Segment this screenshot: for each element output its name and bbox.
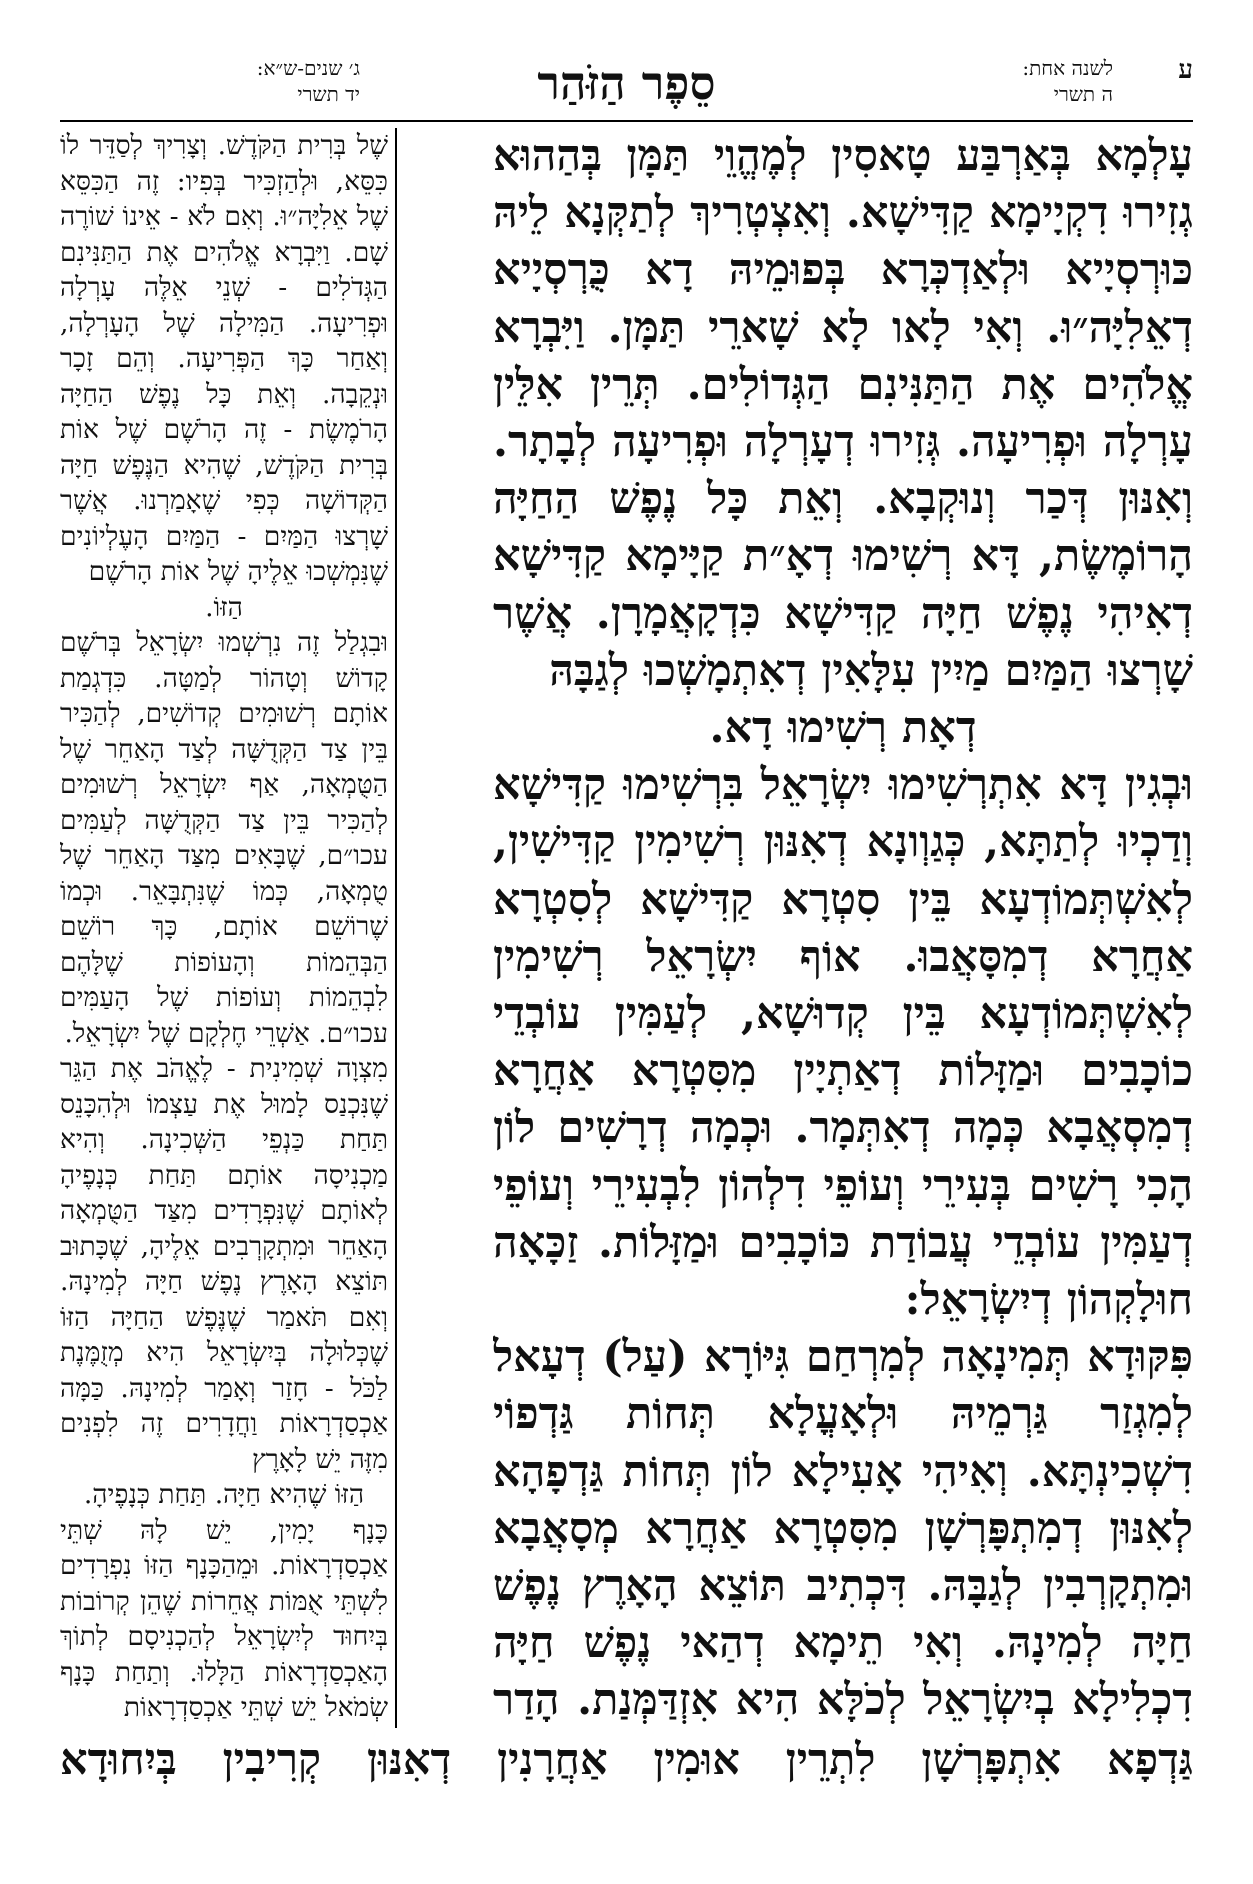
- hebrew-paragraph: וּבִגְלַל זֶה נִרְשְׁמוּ יִשְׂרָאֵל בְּרֹשֶׁם קָדוֹשׁ וְטָהוֹר לְמַטָּה. כִּדְגְמַת אוֹתָם רְשׁוּמִים קְדוֹשִׁים, לְהַכִּיר בֵּין צַד הַקְּדֻשָּׁה לְצַד הָאַחֵר שֶׁל הַטֻּמְאָה, אַף יִשְׂרָאֵל רְשׁוּמִים לְהַכִּיר בֵּין צַד הַקְּדֻשָּׁה לְעַמִּים עכו״ם, שֶׁבָּאִים מִצַּד הָאַחֵר שֶׁל טֻמְאָה, כְּמוֹ שֶׁנִּתְבָּאֵר. וּכְמוֹ שֶׁרוֹשֵׁם אוֹתָם, כָּךְ רוֹשֵׁם הַבְּהֵמוֹת וְהָעוֹפוֹת שֶׁלָּהֶם לִבְהֵמוֹת וְעוֹפוֹת שֶׁל הָעַמִּים עכו״ם. אַשְׁרֵי חֶלְקָם שֶׁל יִשְׂרָאֵל.: [60, 627, 388, 1049]
- header-left-label: ג׳ שנים-ש״א:: [256, 56, 360, 80]
- aramaic-paragraph: פִּקּוּדָא תְּמִינָאָה לְמִרְחַם גִּיּוֹרָא (עַל) דְעָאל לְמִגְזַר גַּרְמֵיהּ וּלְאָעֳלָא תְּחוֹת גַּדְפוֹי דִשְׁכִינְתָּא. וְאִיהִי אָעִילָא לוֹן תְּחוֹת גַּדְפָהָא לְאִנּוּן דְמִתְפָּרְשָׁן מִסִּטְרָא אַחֲרָא מְסָאֲבָא וּמִתְקָרְבִין לְגַבָּהּ. דִּכְתִיב תּוֹצֵא הָאָרֶץ נֶפֶשׁ חַיָּה לְמִינָהּ. וְאִי תֵימָא דְהַאי נֶפֶשׁ חַיָּה דִכְלִילָא בְיִשְׂרָאֵל לְכֹלָּא הִיא אִזְדַּמְּנַת. הָדַר: [493, 1332, 1193, 1726]
- page-title: סֵפֶר הַזֹּהַר: [537, 56, 716, 110]
- hebrew-paragraph-end: הַזּוֹ שֶׁהִיא חַיָּה. תַּחַת כְּנָפֶיהָ.: [83, 1479, 365, 1510]
- aramaic-column: [493, 128, 1193, 1728]
- aramaic-paragraph-end: דְאָת רְשִׁימוּ דָא.: [709, 703, 977, 754]
- column-divider: [395, 128, 397, 1728]
- page-number: ע: [1178, 55, 1193, 85]
- header-rule: [60, 120, 1193, 122]
- page-header: [60, 55, 1193, 115]
- bottom-line: גַּדְפָא אִתְפָּרְשָׁן לִתְרֵין אוּמִין אַחֲרָנִין דְאִנּוּן קְרִיבִין בְּיִחוּדָא: [60, 1735, 1193, 1785]
- hebrew-paragraph-end: הַזּוֹ.: [205, 591, 243, 623]
- hebrew-paragraph: שֶׁל בְּרִית הַקֹּדֶשׁ. וְצָרִיךְ לְסַדֵּר לוֹ כִּסֵּא, וּלְהַזְכִּיר בְּפִיו: זֶה הַכִּסֵּא שֶׁל אֵלִיָּה״וּ. וְאִם לֹא - אֵינוֹ שׁוֹרֶה שָׁם. וַיִּבְרָא אֱלֹהִים אֶת הַתַּנִּינִם הַגְּדֹלִים - שְׁנֵי אֵלֶּה עָרְלָה וּפְרִיעָה. הַמִּילָה שֶׁל הָעָרְלָה, וְאַחַר כָּךְ הַפְּרִיעָה. וְהֵם זָכָר וּנְקֵבָה. וְאֵת כָּל נֶפֶשׁ הַחַיָּה הָרֹמֶשֶׂת - זֶה הָרֹשֶׁם שֶׁל אוֹת בְּרִית הַקֹּדֶשׁ, שֶׁהִיא הַנֶּפֶשׁ חַיָּה הַקְּדוֹשָׁה כְּפִי שֶׁאָמַרְנוּ. אֲשֶׁר שָׁרְצוּ הַמַּיִם - הַמַּיִם הָעֶלְיוֹנִים שֶׁנִּמְשְׁכוּ אֵלֶיהָ שֶׁל אוֹת הָרֹשֶׁם: [60, 130, 388, 587]
- hebrew-paragraph: כָּנָף יָמִין, יֵשׁ לָהּ שְׁתֵּי אַכְסַדְרָאוֹת. וּמֵהַכָּנָף הַזּוֹ נִפְרָדִים לִשְׁתֵּי אֻמּוֹת אֲחֵרוֹת שֶׁהֵן קְרוֹבוֹת בְּיִחוּד לְיִשְׂרָאֵל לְהַכְנִיסָם לְתוֹךְ הָאַכְסַדְרָאוֹת הַלָּלוּ. וְתַחַת כָּנָף שְׂמֹאל יֵשׁ שְׁתֵּי אַכְסַדְרָאוֹת: [60, 1514, 388, 1723]
- hebrew-paragraph: מִצְוָה שְׁמִינִית - לֶאֱהֹב אֶת הַגֵּר שֶׁנִּכְנַס לָמוּל אֶת עַצְמוֹ וּלְהִכָּנֵס תַּחַת כַּנְפֵי הַשְּׁכִינָה. וְהִיא מַכְנִיסָה אוֹתָם תַּחַת כְּנָפֶיהָ לְאוֹתָם שֶׁנִּפְרָדִים מִצַּד הַטֻּמְאָה הָאַחֵר וּמִתְקָרְבִים אֵלֶיהָ, שֶׁכָּתוּב תּוֹצֵא הָאָרֶץ נֶפֶשׁ חַיָּה לְמִינָהּ. וְאִם תֹּאמַר שֶׁנֶּפֶשׁ הַחַיָּה הַזּוֹ שֶׁכְּלוּלָה בְּיִשְׂרָאֵל הִיא מְזֻמֶּנֶת לַכֹּל - חָזַר וְאָמַר לְמִינָהּ. כַּמָּה אַכְסַדְרָאוֹת וַחֲדָרִים זֶה לִפְנִים מִזֶּה יֵשׁ לָאָרֶץ: [60, 1053, 388, 1475]
- header-left: [60, 55, 360, 107]
- header-right-date: ה תשרי: [1053, 82, 1113, 106]
- aramaic-paragraph: וּבְגִין דָּא אִתְרְשִׁימוּ יִשְׂרָאֵל בִּרְשִׁימוּ קַדִּישָׁא וְדַכְיוּ לְתַתָּא, כְּגַוְונָא דְאִנּוּן רְשִׁימִין קַדִּישִׁין, לְאִשְׁתְּמוֹדְעָא בֵּין סִטְרָא קַדִּישָׁא לְסִטְרָא אַחֲרָא דְמִסָּאֲבוּ. אוֹף יִשְׂרָאֵל רְשִׁימִין לְאִשְׁתְּמוֹדְעָא בֵּין קְדוּשָׁא, לְעַמִּין עוֹבְדֵי כוֹכָבִים וּמַזָּלוֹת דְאַתְיָין מִסִּטְרָא אַחֲרָא דְמִסְאֲבָא כְּמָה דְאִתְּמָר. וּכְמָה דְרָשִׁים לוֹן הָכִי רָשִׁים בְּעִירֵי וְעוֹפֵי דִלְהוֹן לִבְעִירֵי וְעוֹפֵי דְעַמִּין עוֹבְדֵי עֲבוֹדַת כּוֹכָבִים וּמַזָּלוֹת. זַכָּאָה חוּלָקְהוֹן דְיִשְׂרָאֵל:: [493, 760, 1193, 1326]
- header-left-date: יד תשרי: [297, 82, 360, 106]
- hebrew-column: [60, 128, 388, 1728]
- header-right: [893, 55, 1193, 107]
- header-right-label: לשנה אחת:: [1022, 56, 1113, 80]
- aramaic-paragraph: עָלְמָא בְּאַרְבַּע טָאסִין לְמֶהֱוֵי תַּמָּן בְּהַהוּא גְזִירוּ דִקְיָימָא קַדִּישָׁא. וְאִצְטְרִיךְ לְתַקְּנָא לֵיהּ כּוּרְסְיָיא וּלְאַדְכְּרָא בְּפוּמֵיהּ דָא כֻּרְסְיָיא דְאֵלִיָּה״וּ. וְאִי לָאו לָא שָׁארֵי תַּמָּן. וַיִּבְרָא אֱלֹהִים אֶת הַתַּנִּינִם הַגְּדוֹלִים. תְּרֵין אִלֵּין עָרְלָה וּפְרִיעָה. גְּזִירוּ דְעָרְלָה וּפְרִיעָה לְבָתָר. וְאִנּוּן דְּכַר וְנוּקְבָא. וְאֵת כָּל נֶפֶשׁ הַחַיָּה הָרוֹמֶשֶׂת, דָּא רְשִׁימוּ דְאָ״ת קַיָּימָא קַדִּישָׁא דְאִיהִי נֶפֶשׁ חַיָּה קַדִּישָׁא כִּדְקָאֲמָרָן. אֲשֶׁר שָׁרְצוּ הַמַּיִם מַיִין עִלָּאִין דְאִתְמָשְׁכוּ לְגַבָּהּ: [493, 131, 1193, 696]
